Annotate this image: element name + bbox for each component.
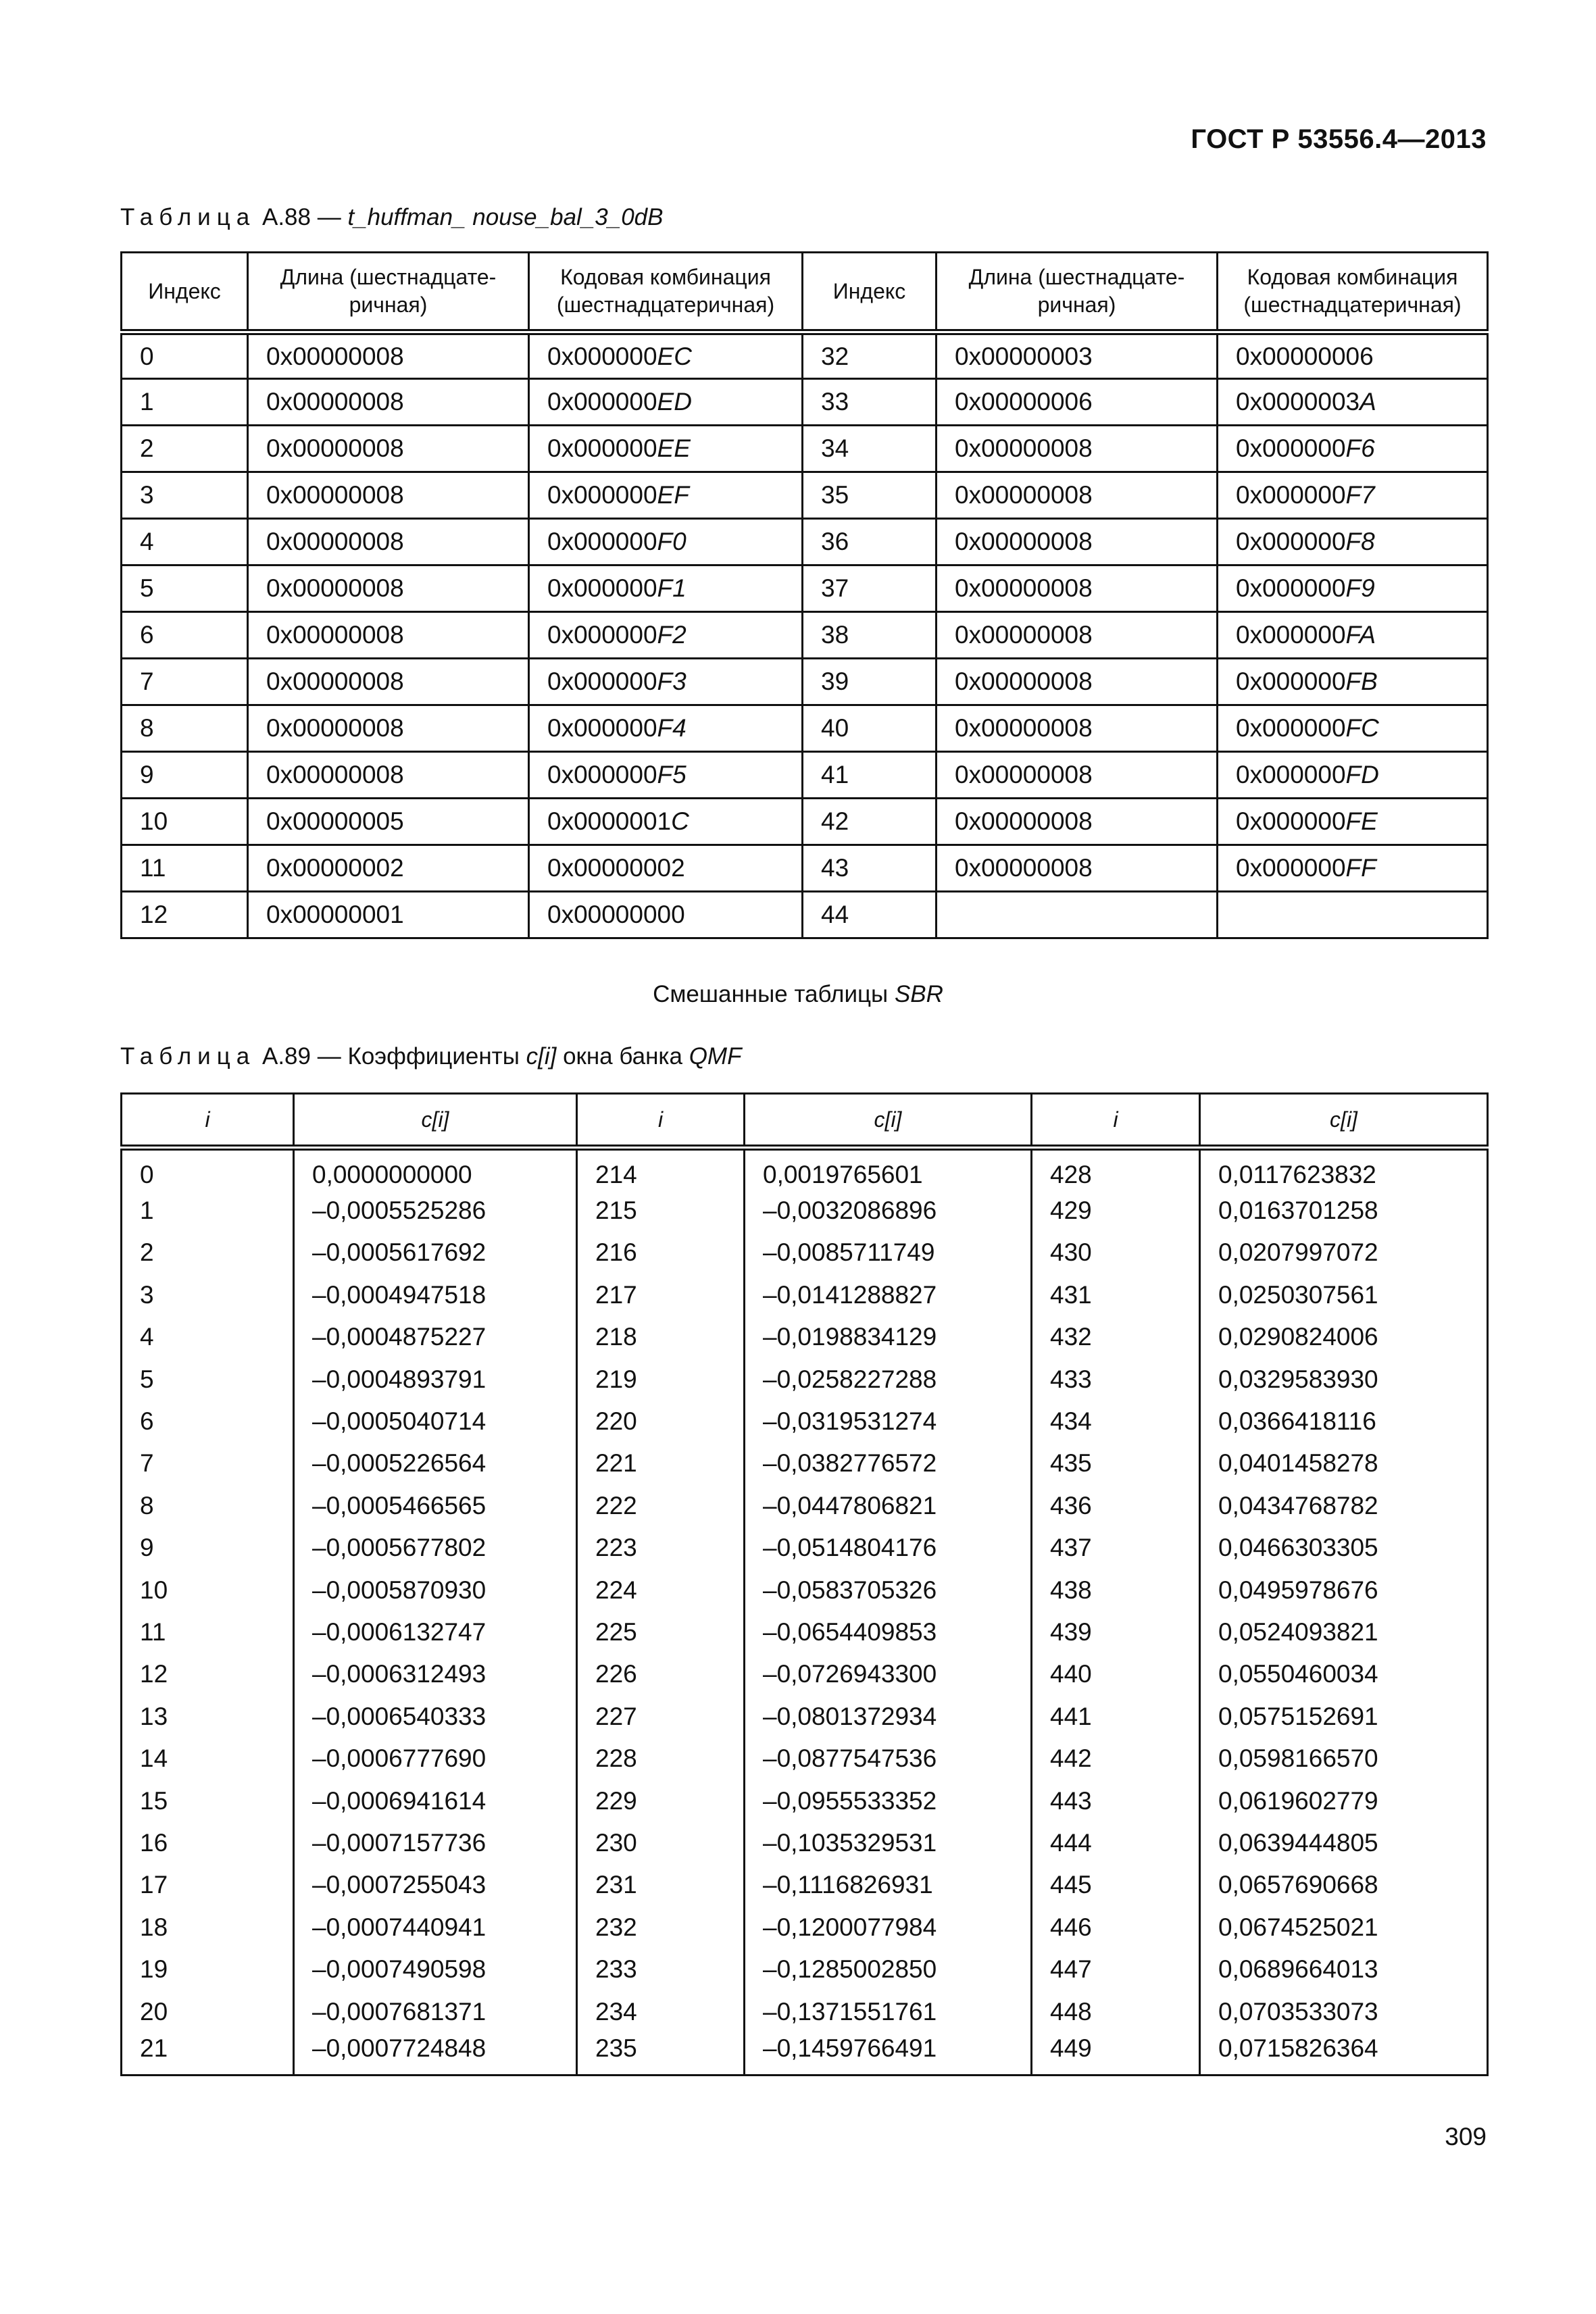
table-cell: 0x00000008 [937, 426, 1218, 472]
table-cell: 227 [577, 1696, 745, 1738]
table-row [122, 2033, 1488, 2075]
table-cell: 0x00000008 [937, 565, 1218, 612]
table-row [122, 1864, 1488, 1906]
table-cell: 0,0466303305 [1200, 1527, 1488, 1569]
qmf-coefficients-table-a89 [120, 1092, 1489, 2076]
table-cell: 34 [803, 426, 937, 472]
table-cell: –0,0654409853 [745, 1611, 1032, 1653]
table-row [122, 1274, 1488, 1316]
table-cell: 4 [122, 1316, 294, 1358]
table-row [122, 892, 1488, 938]
table-row [122, 1316, 1488, 1358]
table-row [122, 1780, 1488, 1821]
table-cell: 436 [1032, 1485, 1200, 1527]
table-cell: 0,0689664013 [1200, 1948, 1488, 1990]
table-cell: 0x00000008 [248, 379, 529, 426]
table-row [122, 705, 1488, 752]
table-cell: –0,0007681371 [294, 1990, 577, 2032]
table-number: А.88 — [261, 204, 341, 230]
table-row [122, 1611, 1488, 1653]
table-cell: 0x000000FF [1218, 845, 1488, 892]
table-row [122, 1822, 1488, 1864]
table-cell: 0x00000008 [248, 332, 529, 379]
table-cell: 433 [1032, 1358, 1200, 1400]
table-cell: 231 [577, 1864, 745, 1906]
table-cell: 0x000000FC [1218, 705, 1488, 752]
table-cell: 215 [577, 1190, 745, 1232]
table-cell: –0,0801372934 [745, 1696, 1032, 1738]
table-row [122, 1485, 1488, 1527]
table-cell: 0x0000003A [1218, 379, 1488, 426]
table-cell: 443 [1032, 1780, 1200, 1821]
table-cell: –0,0005226564 [294, 1442, 577, 1484]
table-row [122, 1232, 1488, 1274]
table-cell: 0,0366418116 [1200, 1401, 1488, 1442]
table-cell: 219 [577, 1358, 745, 1400]
table-cell: 445 [1032, 1864, 1200, 1906]
table-cell: 448 [1032, 1990, 1200, 2032]
table-cell: 33 [803, 379, 937, 426]
table-cell: 3 [122, 472, 248, 519]
table-cell: 0,0703533073 [1200, 1990, 1488, 2032]
table-cell: –0,0583705326 [745, 1569, 1032, 1611]
table-cell: 0x00000008 [937, 752, 1218, 799]
table-cell: 0,0674525021 [1200, 1907, 1488, 1948]
table-cell: 0x000000F4 [529, 705, 803, 752]
table-cell: 0,0715826364 [1200, 2033, 1488, 2075]
huffman-table-a88 [120, 251, 1489, 939]
table-cell: 15 [122, 1780, 294, 1821]
table-cell: –0,0004947518 [294, 1274, 577, 1316]
table-cell: 12 [122, 1653, 294, 1695]
table-row [122, 659, 1488, 705]
table-cell: 430 [1032, 1232, 1200, 1274]
table-cell: 0x000000F9 [1218, 565, 1488, 612]
table-cell: 0x00000008 [248, 472, 529, 519]
table-cell: 0x00000000 [529, 892, 803, 938]
table-cell: 0x00000002 [248, 845, 529, 892]
column-header: Кодовая комбинация (шестнадцатеричная) [1218, 253, 1488, 332]
table-cell: 0x00000008 [937, 799, 1218, 845]
table-cell: 0,0598166570 [1200, 1738, 1488, 1780]
table-cell: 0x00000008 [248, 752, 529, 799]
table-row [122, 332, 1488, 379]
table-cell: 39 [803, 659, 937, 705]
table-cell: 0x000000ED [529, 379, 803, 426]
table-cell [937, 892, 1218, 938]
table-row [122, 1738, 1488, 1780]
table-cell: 435 [1032, 1442, 1200, 1484]
table-cell: –0,0007255043 [294, 1864, 577, 1906]
table-cell: 5 [122, 565, 248, 612]
page-number: 309 [1445, 2123, 1487, 2150]
table-cell: 35 [803, 472, 937, 519]
table-cell: 41 [803, 752, 937, 799]
table-cell: 0,0290824006 [1200, 1316, 1488, 1358]
table-cell: –0,0005040714 [294, 1401, 577, 1442]
table-cell: 446 [1032, 1907, 1200, 1948]
table-row [122, 1696, 1488, 1738]
table-cell: 216 [577, 1232, 745, 1274]
table-cell: 3 [122, 1274, 294, 1316]
table-cell: –0,0006312493 [294, 1653, 577, 1695]
table-cell: 230 [577, 1822, 745, 1864]
table-cell: 44 [803, 892, 937, 938]
table-cell: 0x000000F5 [529, 752, 803, 799]
table-cell: –0,0032086896 [745, 1190, 1032, 1232]
document-header: ГОСТ Р 53556.4—2013 [1191, 124, 1487, 154]
table-cell: 449 [1032, 2033, 1200, 2075]
table-cell: 11 [122, 845, 248, 892]
section-title-name: SBR [894, 981, 943, 1007]
table-cell: 0x00000008 [937, 705, 1218, 752]
table-cell: 0,0434768782 [1200, 1485, 1488, 1527]
table-row [122, 1990, 1488, 2032]
table-row [122, 1148, 1488, 1190]
table-cell: 0x000000F2 [529, 612, 803, 659]
table-cell: 37 [803, 565, 937, 612]
table-a88-caption [120, 204, 664, 231]
table-cell: –0,0726943300 [745, 1653, 1032, 1695]
table-cell: –0,0005870930 [294, 1569, 577, 1611]
table-cell: 18 [122, 1907, 294, 1948]
table-cell: 0,0550460034 [1200, 1653, 1488, 1695]
table-row [122, 1948, 1488, 1990]
table-cell: –0,0005677802 [294, 1527, 577, 1569]
table-cell: 20 [122, 1990, 294, 2032]
table-cell: –0,0004875227 [294, 1316, 577, 1358]
table-cell: 234 [577, 1990, 745, 2032]
table-cell: 0,0495978676 [1200, 1569, 1488, 1611]
table-cell: 0x00000008 [248, 565, 529, 612]
table-cell: 0x00000003 [937, 332, 1218, 379]
table-cell: 1 [122, 1190, 294, 1232]
table-cell: 0x000000F1 [529, 565, 803, 612]
table-cell: 0,0639444805 [1200, 1822, 1488, 1864]
table-cell: 42 [803, 799, 937, 845]
table-cell: 19 [122, 1948, 294, 1990]
table-cell: 6 [122, 1401, 294, 1442]
table-cell: 438 [1032, 1569, 1200, 1611]
table-row [122, 1527, 1488, 1569]
table-row [122, 1653, 1488, 1695]
table-cell: –0,0005617692 [294, 1232, 577, 1274]
table-cell: 0,0575152691 [1200, 1696, 1488, 1738]
table-cell: –0,0447806821 [745, 1485, 1032, 1527]
table-cell: –0,0007724848 [294, 2033, 577, 2075]
table-cell: 0x000000EE [529, 426, 803, 472]
table-cell: –0,0514804176 [745, 1527, 1032, 1569]
table-row [122, 845, 1488, 892]
table-cell: 441 [1032, 1696, 1200, 1738]
section-title [0, 981, 1596, 1008]
table-cell: 226 [577, 1653, 745, 1695]
table-cell: 0x000000FB [1218, 659, 1488, 705]
table-cell: 225 [577, 1611, 745, 1653]
table-row [122, 1569, 1488, 1611]
table-cell: –0,0877547536 [745, 1738, 1032, 1780]
table-cell: 8 [122, 1485, 294, 1527]
table-cell: 0,0619602779 [1200, 1780, 1488, 1821]
column-header: c[i] [745, 1094, 1032, 1148]
table-cell: 0,0401458278 [1200, 1442, 1488, 1484]
column-header: Длина (шестнадцате-ричная) [937, 253, 1218, 332]
table-cell: 437 [1032, 1527, 1200, 1569]
table-cell: 1 [122, 379, 248, 426]
table-row [122, 379, 1488, 426]
table-cell: 221 [577, 1442, 745, 1484]
table-row [122, 752, 1488, 799]
table-cell: 431 [1032, 1274, 1200, 1316]
table-cell: 21 [122, 2033, 294, 2075]
table-cell: 440 [1032, 1653, 1200, 1695]
table-cell: 434 [1032, 1401, 1200, 1442]
table-cell: 14 [122, 1738, 294, 1780]
table-row [122, 472, 1488, 519]
table-cell: –0,1035329531 [745, 1822, 1032, 1864]
table-cell: 0x000000EF [529, 472, 803, 519]
table-cell: 7 [122, 659, 248, 705]
table-a88-body [122, 332, 1488, 938]
table-cell: –0,1459766491 [745, 2033, 1032, 2075]
table-cell: 0x000000FA [1218, 612, 1488, 659]
table-cell: 0 [122, 332, 248, 379]
table-a89-body [122, 1148, 1488, 2076]
table-cell: 0,0207997072 [1200, 1232, 1488, 1274]
table-cell: 223 [577, 1527, 745, 1569]
table-cell: 0,0163701258 [1200, 1190, 1488, 1232]
table-cell: 10 [122, 1569, 294, 1611]
table-cell: 0x00000008 [248, 519, 529, 565]
table-cell: –0,0006941614 [294, 1780, 577, 1821]
table-cell: 0,0117623832 [1200, 1148, 1488, 1190]
table-row [122, 1442, 1488, 1484]
table-cell: 224 [577, 1569, 745, 1611]
table-cell: 0,0657690668 [1200, 1864, 1488, 1906]
table-cell: 8 [122, 705, 248, 752]
caption-text-1: Коэффициенты [347, 1043, 520, 1070]
table-cell: 0x00000008 [248, 426, 529, 472]
table-cell: 442 [1032, 1738, 1200, 1780]
table-cell: 222 [577, 1485, 745, 1527]
table-cell: 444 [1032, 1822, 1200, 1864]
table-cell: 432 [1032, 1316, 1200, 1358]
column-header: c[i] [1200, 1094, 1488, 1148]
table-cell: 38 [803, 612, 937, 659]
table-row [122, 612, 1488, 659]
column-header: Индекс [803, 253, 937, 332]
table-cell: –0,0005525286 [294, 1190, 577, 1232]
table-cell: 0x00000008 [248, 612, 529, 659]
table-cell: 0x00000008 [937, 845, 1218, 892]
table-cell: 217 [577, 1274, 745, 1316]
table-cell: 0 [122, 1148, 294, 1190]
table-cell: 0x000000F8 [1218, 519, 1488, 565]
table-row [122, 1907, 1488, 1948]
table-cell: –0,0382776572 [745, 1442, 1032, 1484]
table-cell: 229 [577, 1780, 745, 1821]
table-a88-header-row [122, 253, 1488, 332]
table-cell: 2 [122, 1232, 294, 1274]
table-cell: –0,1285002850 [745, 1948, 1032, 1990]
column-header: i [1032, 1094, 1200, 1148]
table-cell: –0,1200077984 [745, 1907, 1032, 1948]
table-cell: 0,0524093821 [1200, 1611, 1488, 1653]
table-cell: 0x000000F6 [1218, 426, 1488, 472]
table-cell: –0,1116826931 [745, 1864, 1032, 1906]
column-header: i [577, 1094, 745, 1148]
table-cell: 4 [122, 519, 248, 565]
table-cell: 235 [577, 2033, 745, 2075]
table-a89-caption [120, 1043, 741, 1070]
table-cell [1218, 892, 1488, 938]
table-cell: 9 [122, 1527, 294, 1569]
table-cell: 0x000000F7 [1218, 472, 1488, 519]
table-cell: –0,0007157736 [294, 1822, 577, 1864]
table-cell: 0x00000008 [937, 519, 1218, 565]
table-cell: 233 [577, 1948, 745, 1990]
table-cell: 0x00000002 [529, 845, 803, 892]
table-cell: 7 [122, 1442, 294, 1484]
table-row [122, 1358, 1488, 1400]
table-row [122, 1401, 1488, 1442]
table-cell: 0x0000001C [529, 799, 803, 845]
table-cell: 0x00000001 [248, 892, 529, 938]
table-cell: 5 [122, 1358, 294, 1400]
table-cell: 429 [1032, 1190, 1200, 1232]
table-cell: 220 [577, 1401, 745, 1442]
table-cell: –0,0085711749 [745, 1232, 1032, 1274]
table-cell: 428 [1032, 1148, 1200, 1190]
table-cell: 43 [803, 845, 937, 892]
table-label: Таблица [120, 204, 256, 230]
table-row [122, 426, 1488, 472]
table-row [122, 799, 1488, 845]
table-cell: –0,0319531274 [745, 1401, 1032, 1442]
table-cell: 2 [122, 426, 248, 472]
table-cell: 11 [122, 1611, 294, 1653]
table-cell: 228 [577, 1738, 745, 1780]
table-cell: 0,0019765601 [745, 1148, 1032, 1190]
table-cell: –0,0141288827 [745, 1274, 1032, 1316]
table-cell: –0,0006540333 [294, 1696, 577, 1738]
table-cell: –0,0258227288 [745, 1358, 1032, 1400]
table-a89-header-row [122, 1094, 1488, 1148]
table-cell: –0,0007490598 [294, 1948, 577, 1990]
table-cell: 0,0250307561 [1200, 1274, 1488, 1316]
table-cell: 36 [803, 519, 937, 565]
table-cell: 0x00000008 [248, 705, 529, 752]
table-cell: –0,0005466565 [294, 1485, 577, 1527]
table-cell: 32 [803, 332, 937, 379]
table-cell: 0x00000008 [937, 659, 1218, 705]
table-name: t_huffman_ nouse_bal_3_0dB [347, 204, 664, 230]
table-cell: 10 [122, 799, 248, 845]
table-cell: 13 [122, 1696, 294, 1738]
table-cell: –0,0198834129 [745, 1316, 1032, 1358]
table-cell: 0x000000FD [1218, 752, 1488, 799]
table-cell: 214 [577, 1148, 745, 1190]
table-cell: 16 [122, 1822, 294, 1864]
table-cell: 0,0329583930 [1200, 1358, 1488, 1400]
table-cell: 0x000000FE [1218, 799, 1488, 845]
table-cell: –0,0007440941 [294, 1907, 577, 1948]
table-cell: 0x00000008 [248, 659, 529, 705]
table-cell: 0x00000008 [937, 472, 1218, 519]
caption-name: QMF [689, 1043, 742, 1070]
table-cell: 0x00000005 [248, 799, 529, 845]
table-cell: 0x000000F0 [529, 519, 803, 565]
section-title-text: Смешанные таблицы [653, 981, 889, 1007]
table-cell: –0,0006132747 [294, 1611, 577, 1653]
table-cell: 6 [122, 612, 248, 659]
table-cell: 0,0000000000 [294, 1148, 577, 1190]
table-cell: 17 [122, 1864, 294, 1906]
table-cell: –0,0006777690 [294, 1738, 577, 1780]
table-cell: 447 [1032, 1948, 1200, 1990]
caption-variable: c[i] [526, 1043, 557, 1070]
column-header: Длина (шестнадцате-ричная) [248, 253, 529, 332]
table-cell: 40 [803, 705, 937, 752]
table-row [122, 565, 1488, 612]
table-cell: –0,1371551761 [745, 1990, 1032, 2032]
table-cell: –0,0004893791 [294, 1358, 577, 1400]
table-cell: 218 [577, 1316, 745, 1358]
table-row [122, 519, 1488, 565]
table-cell: 12 [122, 892, 248, 938]
column-header: Индекс [122, 253, 248, 332]
table-cell: 232 [577, 1907, 745, 1948]
table-cell: 0x000000F3 [529, 659, 803, 705]
caption-text-2: окна банка [563, 1043, 682, 1070]
column-header: c[i] [294, 1094, 577, 1148]
column-header: Кодовая комбинация (шестнадцатеричная) [529, 253, 803, 332]
table-cell: 439 [1032, 1611, 1200, 1653]
table-cell: 0x00000006 [937, 379, 1218, 426]
table-number: А.89 — [261, 1043, 341, 1070]
table-cell: 0x00000008 [937, 612, 1218, 659]
column-header: i [122, 1094, 294, 1148]
table-cell: –0,0955533352 [745, 1780, 1032, 1821]
table-cell: 9 [122, 752, 248, 799]
table-cell: 0x000000EC [529, 332, 803, 379]
table-row [122, 1190, 1488, 1232]
table-cell: 0x00000006 [1218, 332, 1488, 379]
table-label: Таблица [120, 1043, 256, 1070]
